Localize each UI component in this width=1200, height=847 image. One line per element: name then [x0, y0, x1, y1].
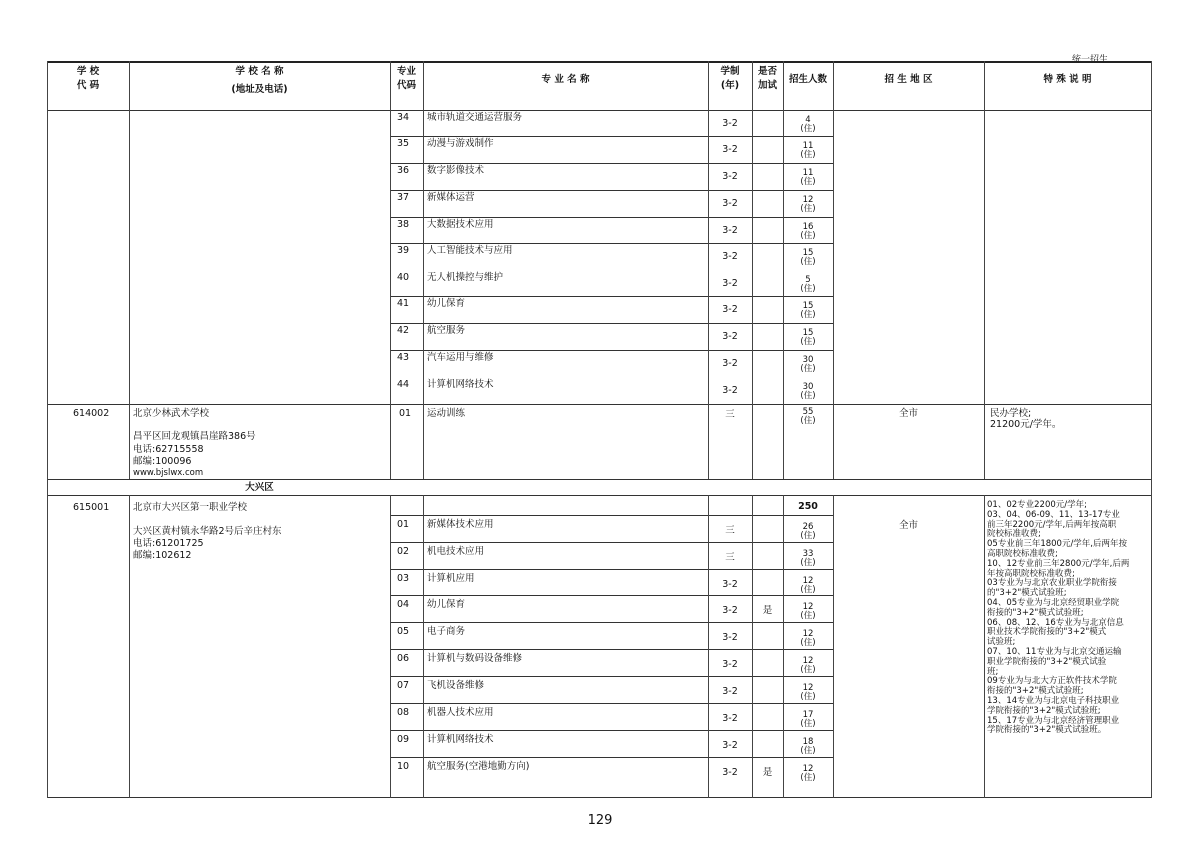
count-value: 30	[802, 355, 814, 365]
enroll-count	[781, 684, 835, 702]
boarding-note: (住)	[800, 177, 816, 187]
major-name: 人工智能技术与应用	[427, 245, 513, 256]
duration: 三	[725, 409, 735, 420]
enroll-count	[781, 329, 835, 347]
enroll-count	[781, 577, 835, 595]
region: 全市	[898, 408, 918, 419]
header-enroll-count: 招生人数	[788, 74, 827, 85]
count-value: 15	[802, 248, 814, 258]
duration: 3-2	[722, 251, 738, 262]
major-code: 34	[397, 112, 410, 123]
major-code: 03	[397, 573, 410, 584]
enroll-count	[781, 223, 835, 241]
duration: 3-2	[722, 659, 738, 670]
boarding-note: (住)	[800, 231, 816, 241]
major-code: 07	[397, 680, 410, 691]
major-code: 38	[397, 219, 410, 230]
major-code: 42	[397, 325, 410, 336]
major-name: 计算机网络技术	[427, 379, 494, 390]
special-notes: 民办学校; 21200元/学年。	[990, 408, 1062, 430]
major-code: 10	[397, 761, 410, 772]
count-value: 17	[802, 710, 814, 720]
boarding-note: (住)	[800, 310, 816, 320]
duration: 3-2	[722, 225, 738, 236]
enroll-count	[781, 738, 835, 756]
duration: 3-2	[722, 686, 738, 697]
district-label: 大兴区	[245, 482, 274, 493]
duration: 3-2	[722, 579, 738, 590]
count-value: 12	[802, 195, 814, 205]
duration: 3-2	[722, 144, 738, 155]
major-name: 新媒体技术应用	[427, 519, 494, 530]
extra-exam: 是	[762, 605, 773, 616]
major-code: 01	[399, 408, 412, 419]
enroll-count	[781, 765, 835, 783]
school-phone: 电话:61201725	[133, 538, 204, 549]
header-school-code: 学 校 代 码	[76, 66, 100, 91]
duration: 3-2	[722, 118, 738, 129]
duration: 3-2	[722, 304, 738, 315]
duration: 3-2	[722, 632, 738, 643]
major-code: 36	[397, 165, 410, 176]
duration: 3-2	[722, 278, 738, 289]
count-value: 12	[802, 576, 814, 586]
enroll-count	[781, 276, 835, 294]
boarding-note: (住)	[800, 531, 816, 541]
count-value: 16	[802, 222, 814, 232]
count-value: 11	[802, 141, 814, 151]
major-name: 幼儿保育	[427, 599, 466, 610]
count-value: 26	[802, 522, 814, 532]
header-school-name-sub: (地址及电话)	[231, 84, 288, 95]
major-name: 计算机网络技术	[427, 734, 494, 745]
school-phone: 电话:62715558	[133, 444, 204, 455]
major-name: 运动训练	[427, 408, 466, 419]
count-value: 12	[802, 764, 814, 774]
duration: 3-2	[722, 385, 738, 396]
count-value: 11	[802, 168, 814, 178]
enroll-count	[781, 196, 835, 214]
major-name: 机电技术应用	[427, 546, 485, 557]
region: 全市	[898, 520, 918, 531]
count-value: 12	[802, 602, 814, 612]
boarding-note: (住)	[800, 692, 816, 702]
enroll-count	[781, 630, 835, 648]
boarding-note: (住)	[800, 150, 816, 160]
major-name: 城市轨道交通运营服务	[427, 112, 523, 123]
count-value: 30	[802, 382, 814, 392]
duration: 3-2	[722, 358, 738, 369]
major-code: 06	[397, 653, 410, 664]
enroll-count	[781, 356, 835, 374]
major-code: 09	[397, 734, 410, 745]
count-value: 12	[802, 629, 814, 639]
header-school-name: 学 校 名 称	[235, 66, 284, 77]
enroll-count: 55 (住)	[800, 407, 816, 426]
count-value: 15	[802, 301, 814, 311]
duration: 三	[725, 552, 735, 563]
boarding-note: (住)	[800, 364, 816, 374]
major-name: 数字影像技术	[427, 165, 485, 176]
boarding-note: (住)	[800, 204, 816, 214]
header-major-code: 专业 代码	[396, 66, 416, 91]
major-name: 幼儿保育	[427, 298, 466, 309]
enroll-count	[781, 603, 835, 621]
count-value: 15	[802, 328, 814, 338]
school-website: www.bjslwx.com	[133, 468, 204, 478]
special-notes: 01、02专业2200元/学年; 03、04、06-09、11、13-17专业 前三年2200元/学年,后两年按高职 院校标准收费; 05专业前三年1800元/学年,后两年按 高职院校标准收费; 10、12专业前三年2800元/学年,后两 年按高职院校标准收费; 03专业为与北京农业职业学院衔接 的"3+2"模式试验班; 04、05专业为与北京经贸职业学院 衔接的"3+2"模式试验班; 06、08、12、16专业为与北京信息 职业技术学院衔接的"3+2"模式 试验班; 07、10、11专业为与北京交通运输 职业学院衔接的"3+2"模式试验 班; 09专业为与北大方正软件技术学院 衔接的"3+2"模式试验班; 13、14专业为与北京电子科技职业 学院衔接的"3+2"模式试验班; 15、17专业为与北京经济管理职业 学院衔接的"3+2"模式试验班。	[987, 500, 1130, 736]
boarding-note: (住)	[800, 257, 816, 267]
duration: 3-2	[722, 713, 738, 724]
major-name: 动漫与游戏制作	[427, 138, 494, 149]
major-name: 汽车运用与维修	[427, 352, 494, 363]
boarding-note: (住)	[800, 585, 816, 595]
major-code: 39	[397, 245, 410, 256]
boarding-note: (住)	[800, 284, 816, 294]
major-code: 40	[397, 272, 410, 283]
enroll-count	[781, 523, 835, 541]
enroll-count	[781, 657, 835, 675]
major-name: 计算机与数码设备维修	[427, 653, 523, 664]
boarding-note: (住)	[800, 558, 816, 568]
header-region: 招 生 地 区	[884, 74, 933, 85]
boarding-note: (住)	[800, 773, 816, 783]
duration: 3-2	[722, 767, 738, 778]
count-value: 5	[805, 275, 811, 285]
major-name: 飞机设备维修	[427, 680, 485, 691]
duration: 3-2	[722, 331, 738, 342]
major-name: 机器人技术应用	[427, 707, 494, 718]
corner-label: 统一招生	[1072, 55, 1109, 65]
major-name: 大数据技术应用	[427, 219, 494, 230]
school-code: 615001	[73, 502, 110, 513]
major-code: 44	[397, 379, 410, 390]
school-address: 大兴区黄村镇永华路2号后辛庄村东	[133, 526, 282, 537]
major-name: 新媒体运营	[427, 192, 475, 203]
enroll-count	[781, 249, 835, 267]
boarding-note: (住)	[800, 638, 816, 648]
major-code: 08	[397, 707, 410, 718]
school-postal: 邮编:100096	[133, 456, 192, 467]
count-value: 12	[802, 683, 814, 693]
school-name: 北京少林武术学校	[133, 408, 210, 419]
enroll-total: 250	[798, 501, 818, 512]
boarding-note: (住)	[800, 124, 816, 134]
duration: 3-2	[722, 740, 738, 751]
extra-exam: 是	[762, 767, 773, 778]
header-duration: 学制 (年)	[720, 66, 740, 91]
major-name: 航空服务	[427, 325, 466, 336]
count-value: 33	[802, 549, 814, 559]
header-extra-exam: 是否 加试	[757, 66, 777, 91]
enroll-count	[781, 383, 835, 401]
boarding-note: (住)	[800, 391, 816, 401]
enroll-count	[781, 116, 835, 134]
boarding-note: (住)	[800, 665, 816, 675]
enroll-count	[781, 142, 835, 160]
enroll-count	[781, 169, 835, 187]
boarding-note: (住)	[800, 611, 816, 621]
major-code: 01	[397, 519, 410, 530]
major-name: 无人机操控与维护	[427, 272, 504, 283]
school-address: 昌平区回龙观镇昌崖路386号	[133, 431, 256, 442]
boarding-note: (住)	[800, 746, 816, 756]
duration: 3-2	[722, 171, 738, 182]
count-value: 4	[805, 115, 811, 125]
header-major-name: 专 业 名 称	[541, 74, 590, 85]
header-notes: 特 殊 说 明	[1043, 74, 1092, 85]
duration: 三	[725, 525, 735, 536]
duration: 3-2	[722, 198, 738, 209]
enroll-count	[781, 302, 835, 320]
enroll-count	[781, 550, 835, 568]
boarding-note: (住)	[800, 719, 816, 729]
page-number: 129	[587, 813, 613, 828]
major-name: 电子商务	[427, 626, 466, 637]
duration: 3-2	[722, 605, 738, 616]
major-code: 43	[397, 352, 410, 363]
major-code: 04	[397, 599, 410, 610]
school-name: 北京市大兴区第一职业学校	[133, 502, 248, 513]
major-code: 02	[397, 546, 410, 557]
major-code: 37	[397, 192, 410, 203]
boarding-note: (住)	[800, 337, 816, 347]
major-code: 35	[397, 138, 410, 149]
major-code: 41	[397, 298, 410, 309]
enroll-count	[781, 711, 835, 729]
enrollment-table	[47, 61, 1152, 798]
count-value: 18	[802, 737, 814, 747]
school-postal: 邮编:102612	[133, 550, 192, 561]
school-code: 614002	[73, 408, 110, 419]
count-value: 12	[802, 656, 814, 666]
major-code: 05	[397, 626, 410, 637]
major-name: 计算机应用	[427, 573, 475, 584]
major-name: 航空服务(空港地勤方向)	[427, 761, 530, 772]
